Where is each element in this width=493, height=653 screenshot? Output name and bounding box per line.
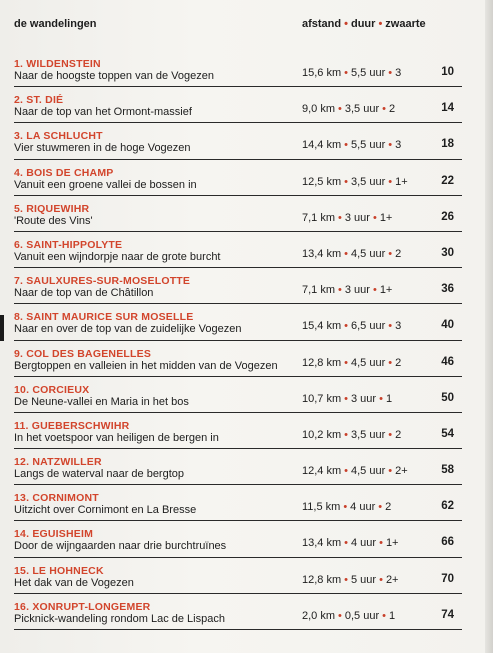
walk-entry[interactable]: [14, 304, 462, 340]
walk-duration: 3 uur: [344, 211, 370, 224]
bullet-dot: •: [344, 428, 348, 441]
walk-stats: [302, 357, 401, 369]
walk-stats: [302, 429, 401, 441]
walk-distance: 9,0 km: [302, 103, 336, 116]
bullet-dot: •: [382, 609, 386, 622]
bullet-dot: •: [388, 356, 393, 369]
walk-description: Vanuit een wijndorpje naar de grote burcht: [14, 250, 221, 263]
walk-duration: 4,5 uur: [351, 356, 386, 369]
walk-stats: [302, 393, 392, 405]
bullet-dot: •: [388, 320, 393, 333]
bullet-dot: •: [344, 67, 348, 79]
walk-description: Langs de waterval naar de bergtop: [14, 468, 185, 481]
walk-duration: 5,5 uur: [351, 67, 386, 79]
page-edge: [485, 0, 493, 653]
walk-page-number: 22: [441, 174, 454, 187]
walk-difficulty: 1+: [395, 175, 408, 188]
walk-page-number: 10: [441, 66, 454, 78]
walk-page-number: 70: [441, 572, 454, 585]
bullet-dot: •: [344, 320, 348, 333]
bullet-dot: •: [344, 247, 348, 260]
walk-description: Naar de top van de Châtillon: [14, 287, 154, 300]
walk-name: 6. SAINT-HIPPOLYTE: [14, 238, 123, 251]
bullet-dot: •: [378, 501, 383, 514]
bullet-dot: •: [344, 465, 348, 478]
walk-name: 9. COL DES BAGENELLES: [14, 347, 152, 360]
bullet-dot: •: [388, 465, 393, 478]
walk-entry[interactable]: [14, 594, 462, 630]
walk-stats: [302, 320, 401, 332]
walk-page-number: 50: [441, 391, 454, 404]
walk-entry[interactable]: [14, 449, 462, 485]
walk-distance: 15,4 km: [302, 320, 342, 333]
walk-difficulty: 1+: [385, 537, 399, 550]
walk-difficulty: 1+: [379, 211, 393, 224]
walk-stats: [302, 284, 392, 296]
walk-stats: [302, 537, 398, 549]
walk-description: De Neune-vallei en Maria in het bos: [14, 395, 189, 408]
bullet-dot: •: [343, 501, 348, 514]
header-columns: [302, 18, 426, 30]
bullet-dot: •: [344, 18, 348, 30]
bullet-dot: •: [344, 573, 348, 586]
walk-duration: 5 uur: [351, 573, 377, 586]
walk-duration: 3,5 uur: [344, 103, 380, 116]
walk-difficulty: 2+: [385, 573, 399, 586]
walk-name: 14. EGUISHEIM: [14, 528, 94, 541]
walk-entry[interactable]: [14, 123, 462, 159]
walk-distance: 11,5 km: [302, 501, 341, 514]
bullet-dot: •: [338, 211, 342, 224]
walk-stats: [302, 139, 401, 151]
walk-page-number: 14: [441, 102, 454, 115]
walk-name: 16. XONRUPT-LONGEMER: [14, 600, 151, 613]
walk-duration: 5,5 uur: [351, 139, 386, 152]
walk-description: Vanuit een groene vallei de bossen in: [14, 178, 197, 191]
bullet-dot: •: [344, 139, 348, 152]
walk-name: 2. ST. DIÉ: [14, 94, 64, 107]
walk-entry[interactable]: [14, 160, 462, 196]
walk-stats: [302, 103, 395, 115]
walk-stats: [302, 501, 391, 513]
walk-entry[interactable]: [14, 413, 462, 449]
bullet-dot: •: [382, 103, 386, 116]
walk-description: In het voetspoor van heiligen de bergen in: [14, 431, 219, 444]
bullet-dot: •: [344, 537, 348, 550]
bullet-dot: •: [344, 392, 348, 405]
walk-entry[interactable]: [14, 521, 462, 557]
walk-distance: 2,0 km: [302, 609, 336, 622]
walk-difficulty: 1: [388, 609, 396, 622]
walk-distance: 12,8 km: [302, 356, 342, 369]
walk-duration: 3,5 uur: [351, 428, 386, 441]
walk-distance: 14,4 km: [302, 139, 342, 152]
header-distance: afstand: [302, 18, 342, 30]
walk-name: 8. SAINT MAURICE SUR MOSELLE: [14, 311, 194, 324]
walk-duration: 4,5 uur: [351, 465, 386, 478]
bullet-dot: •: [338, 284, 342, 297]
walk-entry[interactable]: [14, 558, 462, 594]
walk-name: 4. BOIS DE CHAMP: [14, 166, 114, 179]
walk-name: 12. NATZWILLER: [14, 456, 102, 469]
walk-description: Bergtoppen en valleien in het midden van de Vogezen: [14, 359, 278, 372]
walk-duration: 3 uur: [351, 392, 377, 405]
walk-duration: 3,5 uur: [351, 175, 386, 188]
walk-name: 3. LA SCHLUCHT: [14, 130, 103, 143]
walk-distance: 13,4 km: [302, 247, 342, 260]
walk-difficulty: 1+: [379, 284, 393, 297]
bullet-dot: •: [388, 428, 393, 441]
walk-distance: 7,1 km: [302, 284, 336, 297]
bullet-dot: •: [372, 284, 377, 297]
walk-page-number: 36: [441, 283, 454, 296]
walk-entry[interactable]: [14, 51, 462, 87]
walk-distance: 15,6 km: [302, 67, 342, 79]
bullet-dot: •: [344, 356, 348, 369]
page-marker: [0, 315, 4, 341]
walk-page-number: 66: [441, 536, 454, 549]
walk-description: Door de wijngaarden naar drie burchtruïnes: [14, 540, 227, 553]
walk-distance: 7,1 km: [302, 211, 336, 224]
bullet-dot: •: [379, 573, 383, 586]
walk-difficulty: 2: [395, 247, 402, 260]
walk-name: 13. CORNIMONT: [14, 492, 99, 505]
walk-page-number: 30: [441, 246, 454, 259]
walk-distance: 10,2 km: [302, 428, 342, 441]
bullet-dot: •: [344, 175, 348, 188]
walk-distance: 10,7 km: [302, 392, 342, 405]
walk-name: 1. WILDENSTEIN: [14, 58, 101, 70]
header-title: de wandelingen: [14, 18, 97, 30]
walk-entry[interactable]: [14, 268, 462, 304]
walk-stats: [302, 465, 408, 477]
walk-stats: [302, 248, 401, 260]
walk-page-number: 26: [441, 210, 454, 223]
walk-description: Naar de hoogste toppen van de Vogezen: [14, 70, 214, 82]
walk-entry[interactable]: [14, 87, 462, 123]
walk-entry[interactable]: [14, 196, 462, 232]
header-difficulty: zwaarte: [385, 18, 426, 30]
bullet-dot: •: [378, 18, 383, 30]
walk-distance: 12,5 km: [302, 175, 342, 188]
walk-stats: [302, 574, 398, 586]
walk-difficulty: 1: [385, 392, 393, 405]
bullet-dot: •: [388, 139, 393, 152]
walk-difficulty: 2: [388, 103, 396, 116]
walk-page-number: 46: [441, 355, 454, 368]
walk-duration: 0,5 uur: [344, 609, 380, 622]
walk-entry[interactable]: [14, 341, 462, 377]
walk-page-number: 40: [441, 319, 454, 332]
walk-difficulty: 2+: [395, 465, 408, 478]
walk-duration: 4 uur: [350, 501, 376, 514]
walk-description: 'Route des Vins': [14, 214, 93, 227]
table-header: [14, 18, 464, 34]
walk-difficulty: 3: [395, 139, 402, 152]
bullet-dot: •: [379, 392, 383, 405]
walk-distance: 12,8 km: [302, 573, 342, 586]
walk-duration: 4,5 uur: [351, 247, 386, 260]
walk-description: Naar de top van het Ormont-massief: [14, 106, 192, 119]
walk-difficulty: 3: [395, 67, 402, 79]
walk-name: 5. RIQUEWIHR: [14, 202, 90, 215]
walk-entry[interactable]: [14, 377, 462, 413]
walk-name: 15. LE HOHNECK: [14, 564, 104, 577]
walk-stats: [302, 176, 408, 188]
walk-duration: 6,5 uur: [351, 320, 386, 333]
walk-entry[interactable]: [14, 485, 462, 521]
bullet-dot: •: [388, 67, 393, 79]
walk-difficulty: 2: [385, 501, 392, 514]
walk-list: [14, 51, 462, 630]
walk-description: Picknick-wandeling rondom Lac de Lispach: [14, 612, 225, 625]
walk-description: Vier stuwmeren in de hoge Vogezen: [14, 142, 191, 155]
walk-distance: 12,4 km: [302, 465, 342, 478]
walk-stats: [302, 610, 395, 622]
walk-page-number: 62: [441, 500, 454, 513]
walk-description: Het dak van de Vogezen: [14, 576, 134, 589]
walk-name: 11. GUEBERSCHWIHR: [14, 419, 130, 432]
walk-page-number: 54: [441, 427, 454, 440]
walk-description: Naar en over de top van de zuidelijke Vogezen: [14, 323, 242, 336]
bullet-dot: •: [372, 211, 377, 224]
walk-stats: [302, 212, 392, 224]
walk-description: Uitzicht over Cornimont en La Bresse: [14, 504, 197, 517]
walk-difficulty: 2: [395, 356, 402, 369]
bullet-dot: •: [338, 609, 342, 622]
walk-duration: 4 uur: [351, 537, 377, 550]
walk-name: 7. SAULXURES-SUR-MOSELOTTE: [14, 275, 191, 288]
walk-duration: 3 uur: [344, 284, 370, 297]
bullet-dot: •: [379, 537, 383, 550]
walk-stats: [302, 67, 401, 79]
walk-name: 10. CORCIEUX: [14, 383, 90, 396]
walk-page-number: 18: [441, 138, 454, 151]
walk-entry[interactable]: [14, 232, 462, 268]
walk-page-number: 58: [441, 464, 454, 477]
walk-difficulty: 2: [395, 428, 402, 441]
bullet-dot: •: [338, 103, 342, 116]
header-duration: duur: [350, 18, 376, 30]
walk-distance: 13,4 km: [302, 537, 342, 550]
walk-page-number: 74: [441, 608, 454, 621]
bullet-dot: •: [388, 247, 393, 260]
bullet-dot: •: [388, 175, 393, 188]
walk-difficulty: 3: [395, 320, 402, 333]
